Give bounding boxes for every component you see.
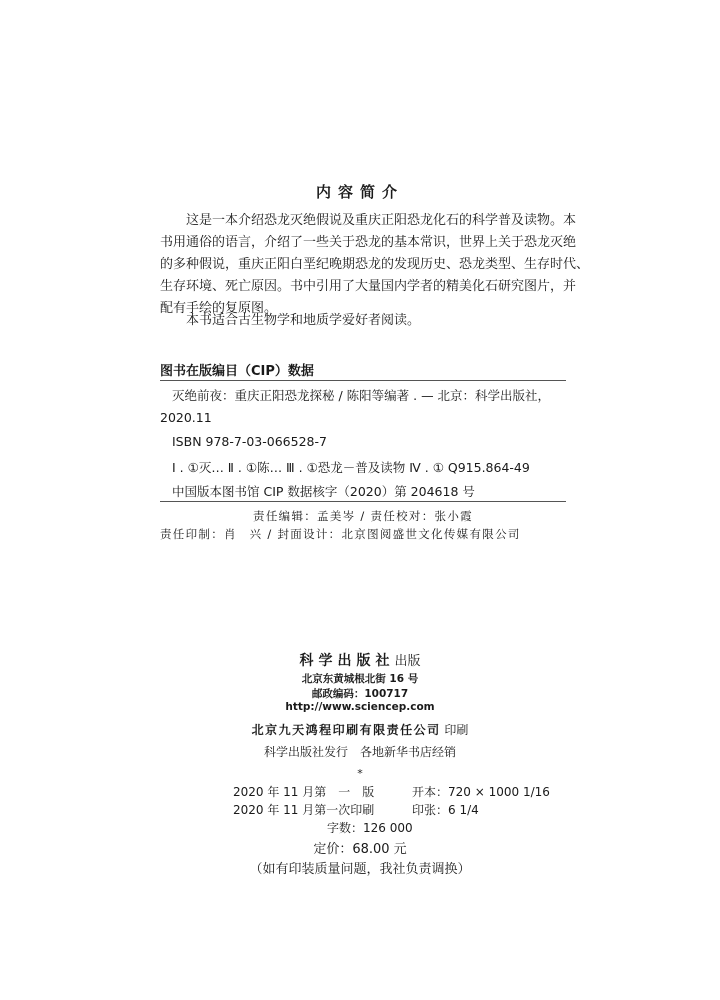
- print-sheets: 印张：6 1/4: [412, 803, 479, 817]
- summary-paragraph: [160, 210, 590, 320]
- edition-first: 2020 年 11 月第 一 版: [233, 785, 375, 799]
- summary-line: 生存环境、死亡原因。书中引用了大量国内学者的精美化石研究图片，并: [160, 279, 577, 294]
- printing-first: 2020 年 11 月第一次印刷: [233, 803, 375, 817]
- summary-line: 的多种假说，重庆正阳白垩纪晚期恐龙的发现历史、恐龙类型、生存时代、: [160, 257, 590, 272]
- cip-date-line: 2020.11: [160, 410, 212, 425]
- cip-bottom-rule: [160, 501, 566, 502]
- cip-top-rule: [160, 380, 566, 381]
- publisher-line: [0, 650, 720, 670]
- summary-title: 内容简介: [315, 183, 404, 201]
- distribution-line: 科学出版社发行 各地新华书店经销: [263, 745, 456, 759]
- staff-line-editors: 责任编辑：孟美岑 / 责任校对：张小霞: [253, 509, 473, 523]
- staff-line-production: 责任印制：肖 兴 / 封面设计：北京图阅盛世文化传媒有限公司: [160, 527, 521, 541]
- publisher-postcode: 邮政编码：100717: [311, 688, 409, 700]
- publisher-name: 科学出版社: [299, 653, 395, 669]
- publisher-address: 北京东黄城根北街 16 号: [301, 673, 419, 685]
- summary-line: 书用通俗的语言，介绍了一些关于恐龙的基本常识，世界上关于恐龙灭绝: [160, 235, 577, 250]
- cip-record-number: 中国版本图书馆 CIP 数据核字（2020）第 204618 号: [172, 484, 475, 499]
- publisher-suffix: 出版: [394, 654, 421, 669]
- cip-classification: Ⅰ . ①灭… Ⅱ . ①陈… Ⅲ . ①恐龙－普及读物 Ⅳ . ① Q915.864-49: [172, 460, 530, 475]
- printer-suffix: 印刷: [444, 723, 469, 737]
- price: 定价：68.00 元: [313, 842, 407, 857]
- separator-star: *: [357, 767, 363, 780]
- summary-line: 这是一本介绍恐龙灭绝假说及重庆正阳恐龙化石的科学普及读物。本: [186, 213, 577, 228]
- cip-heading: 图书在版编目（CIP）数据: [160, 364, 314, 379]
- summary-audience: 本书适合古生物学和地质学爱好者阅读。: [186, 313, 421, 328]
- publisher-website: http://www.sciencep.com: [285, 701, 435, 713]
- cip-isbn: ISBN 978-7-03-066528-7: [172, 434, 327, 449]
- printer-name: 北京九天鸿程印刷有限责任公司: [251, 723, 441, 737]
- printer-line: [0, 721, 720, 738]
- quality-notice: （如有印装质量问题，我社负责调换）: [249, 862, 471, 877]
- word-count: 字数：126 000: [327, 821, 413, 835]
- format-size: 开本：720 × 1000 1/16: [412, 785, 550, 799]
- cip-title-line: 灭绝前夜：重庆正阳恐龙探秘 / 陈阳等编著 . — 北京：科学出版社，: [172, 388, 551, 403]
- summary-line: 配有手绘的复原图。: [160, 301, 278, 316]
